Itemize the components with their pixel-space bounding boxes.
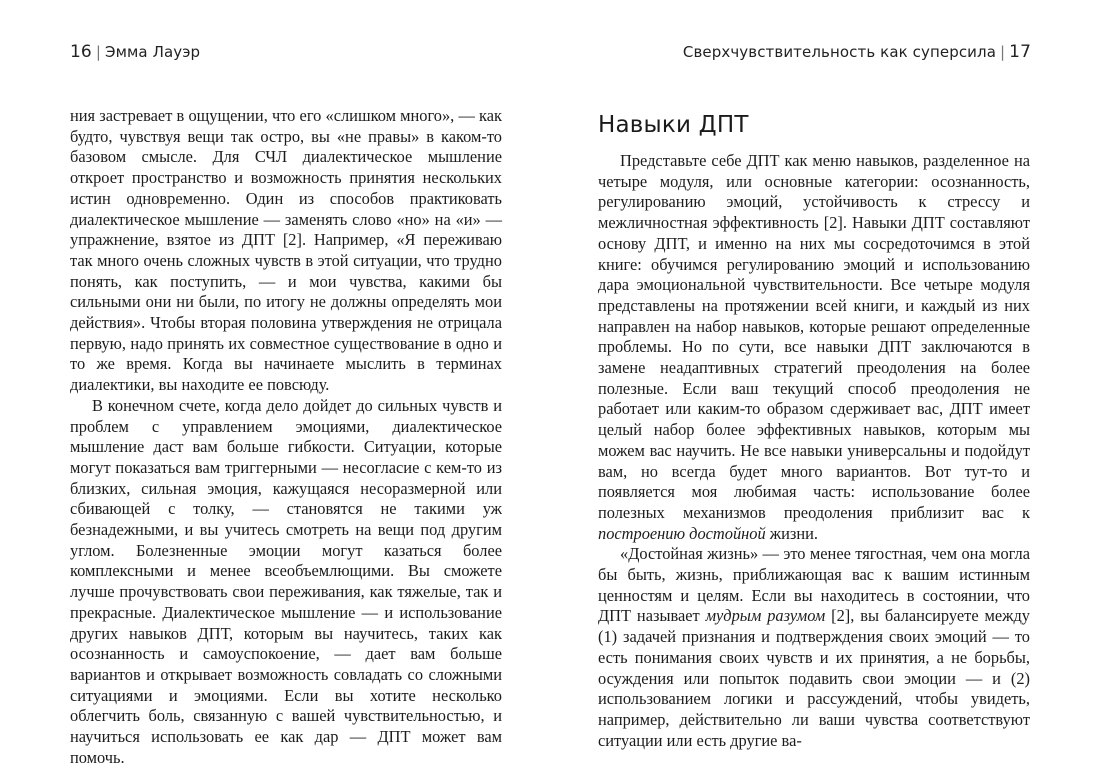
left-page-number: 16 bbox=[70, 42, 92, 62]
right-page bbox=[550, 0, 1100, 762]
header-separator: | bbox=[1000, 43, 1006, 61]
italic-phrase: мудрым разумом bbox=[705, 606, 826, 626]
italic-phrase: построению достойной bbox=[598, 523, 766, 543]
paragraph bbox=[598, 151, 1030, 544]
left-running-header bbox=[70, 42, 200, 62]
right-running-header bbox=[683, 42, 1031, 62]
book-title: Сверхчувствительность как суперсила bbox=[682, 43, 996, 61]
paragraph-text: [2], вы балансируете между (1) задачей признания и подтверждения своих эмоций — то есть понимания своих чувств и их принятия, а не борьбы, осуждения или попыток подавить свои эмоции — и (2) использованием логики и рассуждений, чтобы увидеть, например, действительно ли ваши чувства соответствуют ситуации или есть другие ва- bbox=[598, 606, 1031, 750]
left-page bbox=[0, 0, 550, 767]
left-body-text bbox=[70, 106, 502, 769]
paragraph-text: жизни. bbox=[765, 523, 818, 543]
paragraph bbox=[598, 544, 1030, 751]
paragraph-text: «Достойная жизнь» — это менее тягостная, чем она могла бы быть, жизнь, приближающая вас к вашим истинным ценностям и целям. Если вы находитесь в состоянии, что ДПТ называет bbox=[598, 544, 1030, 626]
right-body-text bbox=[598, 151, 1030, 751]
author-name: Эмма Лауэр bbox=[105, 43, 201, 61]
section-heading: Навыки ДПТ bbox=[598, 112, 749, 138]
paragraph-text: Представьте себе ДПТ как меню навыков, разделенное на четыре модуля, или основные категории: осознанность, регулированию эмоций, устойчивость к стрессу и межличностная эффективность [2]. Навыки ДПТ составляют основу ДПТ, и именно на них мы сосредоточимся в этой книге: обучимся регулированию эмоций и использованию дара эмоциональной чувствительности. Все четыре модуля представлены на протяжении всей книги, и каждый из них направлен на набор навыков, которые решают определенные проблемы. Но по сути, все навыки ДПТ заключаются в замене неадаптивных стратегий преодоления на более полезные. Если ваш текущий способ преодоления не работает или каким-то образом сдерживает вас, ДПТ имеет целый набор более эффективных навыков, которым мы можем вас научить. Не все навыки универсальны и подойдут вам, но всегда будет много вариантов. Вот тут-то и появляется моя любимая часть: использование более полезных механизмов преодоления приблизит вас к bbox=[598, 151, 1030, 522]
right-page-number: 17 bbox=[1009, 42, 1031, 62]
paragraph: В конечном счете, когда дело дойдет до сильных чувств и проблем с управлением эмоциями, диалектическое мышление даст вам больше гибкости. Ситуации, которые могут показаться вам триггерными — несогласие с кем-то из близких, сильная эмоция, кажущаяся несоразмерной или сбивающей с толку, — становятся не такими уж безнадежными, и вы учитесь смотреть на вещи под другим углом. Болезненные эмоции могут казаться более комплексными и менее всеобъемлющими. Вы сможете лучше прочувствовать свои переживания, как тяжелые, так и прекрасные. Диалектическое мышление — и использование других навыков ДПТ, которым вы научитесь, таких как осознанность и самоуспокоение, — дает вам больше вариантов и открывает возможность совладать со сложными ситуациями и эмоциями. Если вы хотите несколько облегчить боль, связанную с вашей чувствительностью, и научиться использовать ее как дар — ДПТ может вам помочь. bbox=[70, 395, 502, 767]
paragraph: ния застревает в ощущении, что его «слишком много», — как будто, чувствуя вещи так остро, вы «не правы» в каком-то базовом смысле. Для СЧЛ диалектическое мышление откроет пространство и возможность принятия нескольких истин одновременно. Один из способов практиковать диалектическое мышление — заменять слово «но» на «и» — упражнение, взятое из ДПТ [2]. Например, «Я переживаю так много очень сложных чувств в этой ситуации, что трудно понять, как поступить, — и мои чувства, какими бы сильными они ни были, по итогу не должны определять мои действия». Чтобы вторая половина утверждения не отрицала первую, надо принять их совместное существование в одно и то же время. Когда вы начинаете мыслить в терминах диалектики, вы находите ее повсюду. bbox=[70, 106, 502, 395]
header-separator: | bbox=[95, 43, 101, 61]
